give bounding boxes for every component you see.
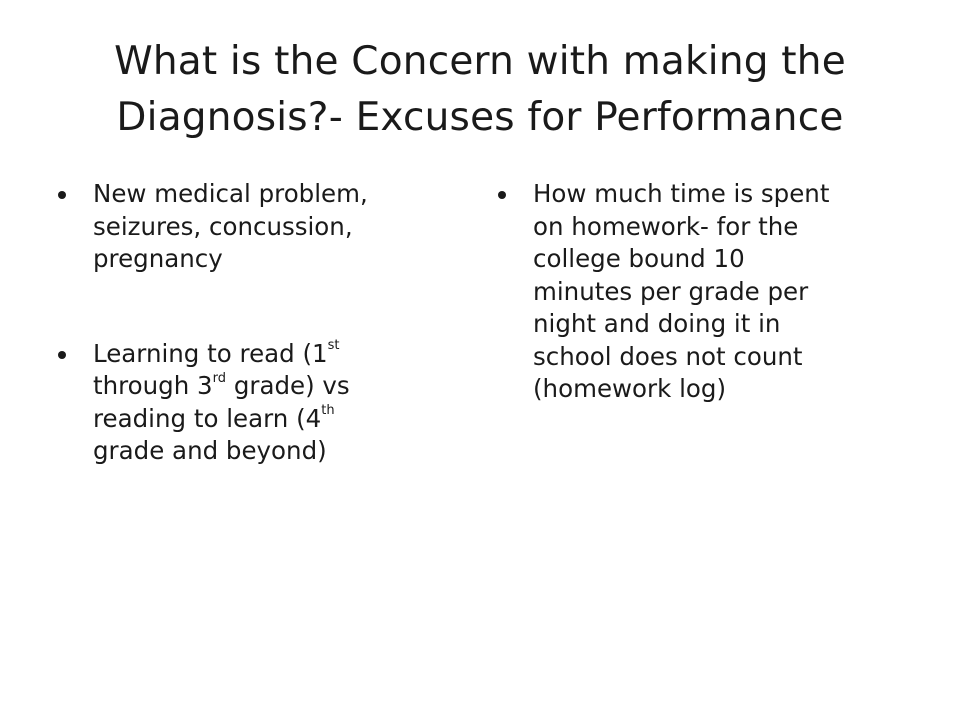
bullet-line: (homework log) [533,374,726,403]
bullet-medical-problem [58,178,430,276]
bullet-learning-to-read [58,338,430,468]
bullet-line: New medical problem, [93,179,368,208]
left-column [58,178,430,468]
title-line-1: What is the Concern with making the [114,39,846,84]
ordinal-suffix: th [321,403,335,419]
bullet-line [93,338,430,371]
bullet-dot-icon [58,191,66,199]
bullet-homework-time [498,178,908,406]
bullet-line: How much time is spent [533,179,830,208]
ordinal-suffix: rd [212,370,227,386]
bullet-text: reading to learn (4 [93,403,322,433]
slide-title [40,34,920,146]
bullet-line: college bound 10 [533,244,745,273]
bullet-text: through 3 [93,371,213,400]
bullet-line: seizures, concussion, [93,211,353,241]
bullet-line: night and doing it in [533,309,781,338]
bullet-line [93,403,430,436]
title-line-2: Diagnosis?- Excuses for Performance [116,95,844,140]
bullet-line: school does not count [533,341,803,371]
bullet-line [93,370,430,403]
bullet-line: minutes per grade per [533,276,809,306]
right-column [498,178,908,406]
bullet-line: grade and beyond) [93,436,327,465]
bullet-text: Learning to read (1 [93,338,328,368]
bullet-dot-icon [498,191,506,199]
ordinal-suffix: st [327,338,340,354]
bullet-line: on homework- for the [533,211,799,241]
bullet-line: pregnancy [93,244,223,273]
bullet-text: grade) vs [226,371,350,400]
bullet-dot-icon [58,351,66,359]
